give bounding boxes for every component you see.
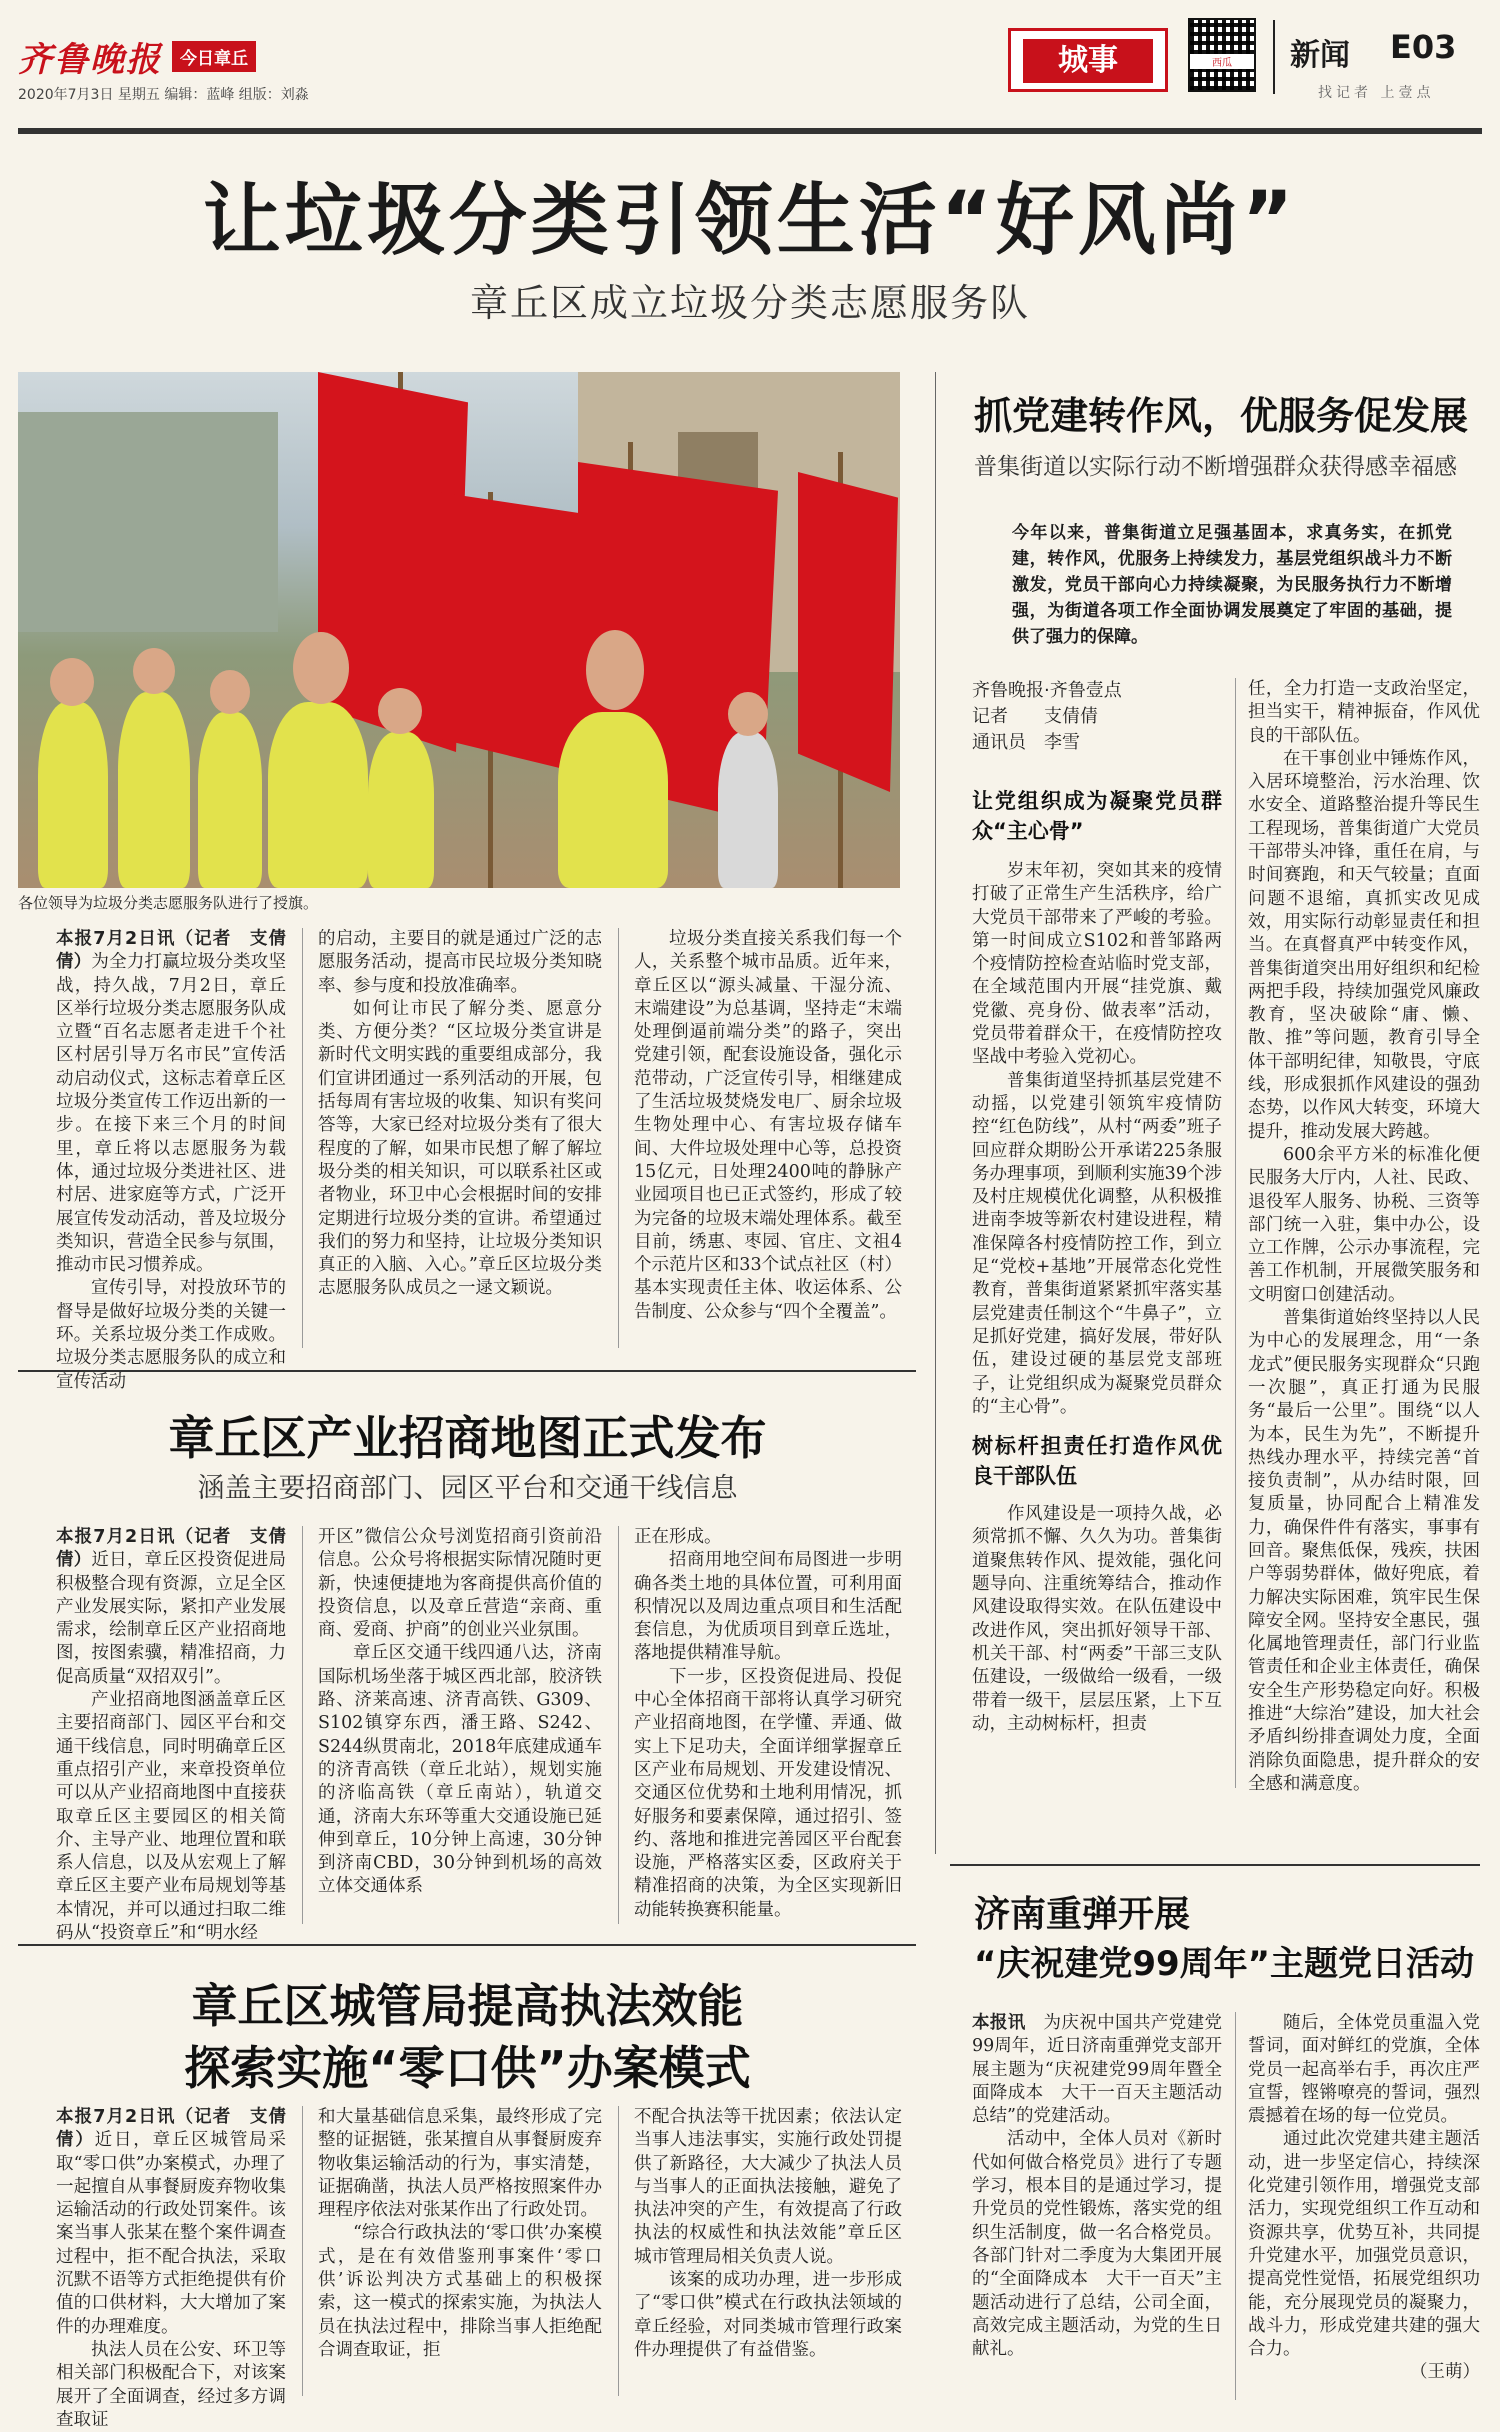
jinan-byline: 本报讯 [972, 2013, 1026, 2033]
map-story-text-2b: 章丘区交通干线四通八达，济南国际机场坐落于城区西北部，胶济铁路、济莱高速、济青高铁、G309、S102镇穿东西，潘王路、S242、S244纵贯南北，2018年底建成通车的济青高铁（章丘北站），规划实施的济临高铁（章丘南站），轨道交通，济南大东环等重大交通设施已延伸到章丘，10分钟上高速，30分钟到济南CBD，30分钟到机场的高效立体交通体系 [318, 1643, 602, 1897]
map-story-text-3b: 招商用地空间布局图进一步明确各类土地的具体位置，可利用面积情况以及周边重点项目和生活配套信息，为优质项目到章丘选址，落地提供精准导航。 [634, 1550, 902, 1664]
lead-story-text-2: 的启动，主要目的就是通过广泛的志愿服务活动，提高市民垃圾分类知晓率、参与度和投放准确率。 [318, 929, 602, 996]
lead-story-byline: 本报7月2日讯（记者 支倩倩） [56, 929, 286, 973]
masthead-rule [18, 128, 1482, 134]
jinan-headline-2: “庆祝建党99周年”主题党日活动 [974, 1944, 1475, 1984]
jinan-signoff: （王萌） [1410, 2362, 1480, 2383]
lead-story-col-1 [56, 928, 287, 1392]
party-story-correspondent: 通讯员 李雪 [972, 732, 1080, 753]
date-line: 2020年7月3日 星期五 编辑：蓝峰 组版：刘淼 [18, 87, 309, 103]
lead-story-text-1: 为全力打赢垃圾分类攻坚战，持久战，7月2日，章丘区举行垃圾分类志愿服务队成立暨“百名志愿者走进千个社区村居引导万名市民”宣传活动启动仪式，这标志着章丘区垃圾分类宣传工作迈出新的一步。在接下来三个月的时间里，章丘将以志愿服务为载体，通过垃圾分类进社区、进村居、进家庭等方式，广泛开展宣传发动活动，普及垃圾分类知识，营造全民参与氛围，推动市民习惯养成。 [56, 952, 287, 1276]
edition-name: 今日章丘 [172, 41, 256, 72]
jinan-col-1 [972, 2012, 1222, 2400]
contact-line: 找记者 上壹点 [1318, 85, 1435, 101]
map-story-col-3 [634, 1526, 902, 1924]
enforcement-byline: 本报7月2日讯（记者 支倩倩） [56, 2107, 286, 2151]
lead-story-text-2b: 如何让市民了解分类、愿意分类、方便分类？“区垃圾分类宣讲是新时代文明实践的重要组成部分，我们宣讲团通过一系列活动的开展，包括每周有害垃圾的收集、知识有奖问答等，大家已经对垃圾分类有了很大程度的了解，如果市民想了解了解垃圾分类的相关知识，可以联系社区或者物业，环卫中心会根据时间的安排定期进行垃圾分类的宣讲。希望通过我们的努力和坚持，让垃圾分类知识真正的入脑、入心。”章丘区垃圾分类志愿服务队成员之一逯文颖说。 [318, 998, 602, 1299]
jinan-col-2 [1248, 2012, 1480, 2400]
jinan-text-2b: 通过此次党建共建主题活动，进一步坚定信心，持续深化党建引领作用，增强党支部活力，实现党组织工作互动和资源共享，优势互补，共同提升党建水平，加强党员意识，提高党性觉悟，拓展党组织功能，充分展现党员的凝聚力，战斗力，形成党建共建的强大合力。 [1248, 2129, 1480, 2360]
enforcement-text-1b: 执法人员在公安、环卫等相关部门积极配合下，对该案展开了全面调查，经过多方调查取证 [56, 2339, 286, 2430]
enforcement-text-3b: 该案的成功办理，进一步形成了“零口供”模式在行政执法领域的章丘经验，对同类城市管理行政案件办理提供了有益借鉴。 [634, 2270, 902, 2360]
map-story-headline: 章丘区产业招商地图正式发布 [168, 1411, 767, 1465]
enforcement-text-2: 和大量基础信息采集，最终形成了完整的证据链，张某擅自从事餐厨废弃物收集运输活动的行为，事实清楚，证据确凿，执法人员严格按照案件办理程序依法对张某作出了行政处罚。 [318, 2107, 602, 2221]
masthead-divider [1273, 20, 1275, 94]
lead-subheadline: 章丘区成立垃圾分类志愿服务队 [469, 281, 1030, 325]
party-story-source: 齐鲁晚报·齐鲁壹点 [972, 680, 1122, 701]
enforcement-col-3 [634, 2106, 902, 2396]
lead-photo [18, 372, 900, 888]
page-category: 新闻 [1290, 38, 1350, 73]
map-story-col-1 [56, 1526, 287, 1944]
section-tab [1008, 28, 1168, 92]
party-story-headline: 抓党建转作风，优服务促发展 [974, 394, 1469, 438]
jinan-text-1: 为庆祝中国共产党建党99周年，近日济南重弹党支部开展主题为“庆祝建党99周年暨全面降成本 大干一百天主题活动总结”的党建活动。 [972, 2013, 1223, 2127]
lead-story-text-1b: 宣传引导，对投放环节的督导是做好垃圾分类的关键一环。关系垃圾分类工作成败。垃圾分类志愿服务队的成立和宣传活动 [56, 1278, 286, 1392]
party-story-subhead-2: 树标杆担责任打造作风优良干部队伍 [972, 1434, 1222, 1489]
lead-headline: 让垃圾分类引领生活“好风尚” [202, 176, 1298, 266]
party-story-col-1 [972, 678, 1222, 1788]
map-story-text-1b: 产业招商地图涵盖章丘区主要招商部门、园区平台和交通干线信息，同时明确章丘区重点招引产业，来章投资单位可以从产业招商地图中直接获取章丘区主要园区的相关简介、主导产业、地理位置和联系人信息，以及从宏观上了解章丘区主要产业布局规划等基本情况，并可以通过扫取二维码从“投资章丘”和“明水经 [56, 1690, 286, 1944]
party-story-reporter: 记者 支倩倩 [972, 706, 1098, 727]
party-story-text-4: 在干事创业中锤炼作风，入居环境整治，污水治理、饮水安全、道路整治提升等民生工程现场，普集街道广大党员干部带头冲锋，重任在肩，与时间赛跑，和天气较量；直面问题不退缩，真抓实改见成效，用实际行动彰显责任和担当。在真督真严中转变作风，普集街道突出用好组织和纪检两把手段，持续加强党风廉政教育，坚决破除“庸、懒、散、推”等问题，教育引导全体干部明纪律，知敬畏，守底线，形成狠抓作风建设的强劲态势，以作风大转变，环境大提升，推动发展大跨越。 [1248, 748, 1480, 1142]
enforcement-text-3: 不配合执法等干扰因素；依法认定当事人违法事实，实施行政处罚提供了新路径，大大减少了执法人员与当事人的正面执法接触，避免了执法冲突的产生，有效提高了行政执法的权威性和执法效能”章丘区城市管理局相关负责人说。 [634, 2107, 902, 2267]
map-story-text-2: 开区”微信公众号浏览招商引资前沿信息。公众号将根据实际情况随时更新，快速便捷地为客商提供高价值的投资信息，以及章丘营造“亲商、重商、爱商、护商”的创业兴业氛围。 [318, 1527, 602, 1641]
party-story-text-2: 作风建设是一项持久战，必须常抓不懈、久久为功。普集街道聚焦转作风、提效能，强化问题导向、注重统筹结合，推动作风建设取得实效。在队伍建设中改进作风，突出抓好领导干部、机关干部、村“两委”干部三支队伍建设，一级做给一级看，一级带着一级干，层层压紧，上下互动，主动树标杆，担责 [972, 1504, 1222, 1734]
party-story-lead: 今年以来，普集街道立足强基固本，求真务实，在抓党建，转作风，优服务上持续发力，基层党组织战斗力不断激发，党员干部向心力持续凝聚，为民服务执行力不断增强，为街道各项工作全面协调发展奠定了牢固的基础，提供了强力的保障。 [1012, 523, 1452, 647]
jinan-text-2: 随后，全体党员重温入党誓词，面对鲜红的党旗，全体党员一起高举右手，再次庄严宣誓，铿锵嘹亮的誓词，强烈震撼着在场的每一位党员。 [1248, 2013, 1480, 2127]
party-story-subheadline: 普集街道以实际行动不断增强群众获得感幸福感 [974, 454, 1457, 480]
masthead [18, 18, 1482, 126]
enforcement-headline-1: 章丘区城管局提高执法效能 [191, 1979, 744, 2033]
lead-story-col-3 [634, 928, 902, 1348]
party-story-text-1b: 普集街道坚持抓基层党建不动摇，以党建引领筑牢疫情防控“红色防线”，从村“两委”班子回应群众期盼公开承诺225条服务办理事项，到顺利实施39个涉及村庄规模优化调整，从积极推进南李坡等新农村建设进程，精准保障各村疫情防控工作，到立足“党校+基地”开展常态化党性教育，普集街道紧紧抓牢落实基层党建责任制这个“牛鼻子”，立足抓好党建，搞好发展，带好队伍，建设过硬的基层党支部班子，让党组织成为凝聚党员群众的“主心骨”。 [972, 1070, 1222, 1417]
logo-text: 齐鲁晚报 [18, 39, 162, 80]
enforcement-text-1: 近日，章丘区城管局采取“零口供”办案模式，办理了一起擅自从事餐厨废弃物收集运输活动的行政处罚案件。该案当事人张某在整个案件调查过程中，拒不配合执法，采取沉默不语等方式拒绝提供有价值的口供材料，大大增加了案件的办理难度。 [56, 2130, 287, 2337]
map-story-byline: 本报7月2日讯（记者 支倩倩） [56, 1527, 286, 1571]
party-story-text-1: 岁末年初，突如其来的疫情打破了正常生产生活秩序，给广大党员干部带来了严峻的考验。第一时间成立S102和普邹路两个疫情防控检查站临时党支部，在全域范围内开展“挂党旗、戴党徽、亮身份、做表率”活动，党员带着群众干，在疫情防控攻坚战中考验入党初心。 [972, 861, 1222, 1068]
page-number: E03 [1390, 28, 1457, 66]
jinan-text-1b: 活动中，全体人员对《新时代如何做合格党员》进行了专题学习，根本目的是通过学习，提升党员的党性锻炼，落实党的组织生活制度，做一名合格党员。各部门针对二季度为大集团开展的“全面降成本 大干一百天”主题活动进行了总结，公司全面，高效完成主题活动，为党的生日献礼。 [972, 2129, 1222, 2360]
map-story-col-2 [318, 1526, 602, 1924]
map-story-text-1: 近日，章丘区投资促进局积极整合现有资源，立足全区产业发展实际，紧扣产业发展需求，绘制章丘区产业招商地图，按图索骥，精准招商，力促高质量“双招双引”。 [56, 1550, 287, 1687]
party-story-col-2 [1248, 678, 1480, 1794]
section-label: 城事 [1023, 39, 1153, 83]
party-story-subhead-1: 让党组织成为凝聚党员群众“主心骨” [972, 789, 1222, 843]
party-story-text-6: 普集街道始终坚持以人民为中心的发展理念，用“一条龙式”便民服务实现群众“只跑一次腿”，真正打通为民服务“最后一公里”。围绕“以人为本，民生为先”，不断提升热线办理水平，持续完善“首接负责制”，从办结时限，回复质量，协同配合上精准发力，确保件件有落实，事事有回音。聚焦低保，残疾，扶困户等弱势群体，做好兜底，着力解决实际困难，筑牢民生保障安全网。坚持安全惠民，强化属地管理责任，部门行业监管责任和企业主体责任，确保安全生产形势稳定向好。积极推进“大综治”建设，加大社会矛盾纠纷排查调处力度，全面消除负面隐患，提升群众的安全感和满意度。 [1248, 1308, 1480, 1794]
party-story-text-3: 任，全力打造一支政治坚定，担当实干，精神振奋，作风优良的干部队伍。 [1248, 679, 1480, 746]
newspaper-logo [18, 34, 256, 78]
enforcement-text-2b: “综合行政执法的‘零口供’办案模式，是在有效借鉴刑事案件‘零口供’诉讼判决方式基础上的积极探索，这一模式的探索实施，为执法人员在执法过程中，排除当事人拒绝配合调查取证，拒 [318, 2223, 602, 2360]
enforcement-col-2 [318, 2106, 602, 2396]
lead-story-text-3: 垃圾分类直接关系我们每一个人，关系整个城市品质。近年来，章丘区以“源头减量、干湿分流、末端建设”为总基调，坚持走“末端处理倒逼前端分类”的路子，突出党建引领，配套设施设备，强化示范带动，广泛宣传引导，相继建成了生活垃圾焚烧发电厂、厨余垃圾生物处理中心、有害垃圾存储车间、大件垃圾处理中心等，总投资15亿元，日处理2400吨的静脉产业园项目也已正式签约，形成了较为完备的垃圾末端处理体系。截至目前，绣惠、枣园、官庄、文祖4个示范片区和33个试点社区（村）基本实现责任主体、收运体系、公告制度、公众参与“四个全覆盖”。 [634, 929, 902, 1322]
enforcement-col-1 [56, 2106, 287, 2430]
party-story-text-5: 600余平方米的标准化便民服务大厅内，人社、民政、退役军人服务、协税、三资等部门统一入驻，集中办公，设立工作牌，公示办事流程，完善工作机制，开展微笑服务和文明窗口创建活动。 [1248, 1144, 1480, 1305]
photo-caption: 各位领导为垃圾分类志愿服务队进行了授旗。 [18, 894, 319, 912]
qr-label: 西瓜 [1190, 54, 1254, 69]
map-story-text-3c: 下一步，区投资促进局、投促中心全体招商干部将认真学习研究产业招商地图，在学懂、弄通、做实上下足功夫，全面详细掌握章丘区产业布局规划、开发建设情况、交通区位优势和土地利用情况，抓好服务和要素保障，通过招引、签约、落地和推进完善园区平台配套设施，严格落实区委，区政府关于精准招商的决策，为全区实现新旧动能转换赛积能量。 [634, 1666, 902, 1920]
map-story-subheadline: 涵盖主要招商部门、园区平台和交通干线信息 [197, 1473, 738, 1504]
enforcement-headline-2: 探索实施“零口供”办案模式 [184, 2041, 751, 2095]
map-story-text-3: 正在形成。 [634, 1527, 722, 1547]
jinan-headline-1: 济南重弹开展 [974, 1894, 1191, 1935]
lead-story-col-2 [318, 928, 602, 1348]
